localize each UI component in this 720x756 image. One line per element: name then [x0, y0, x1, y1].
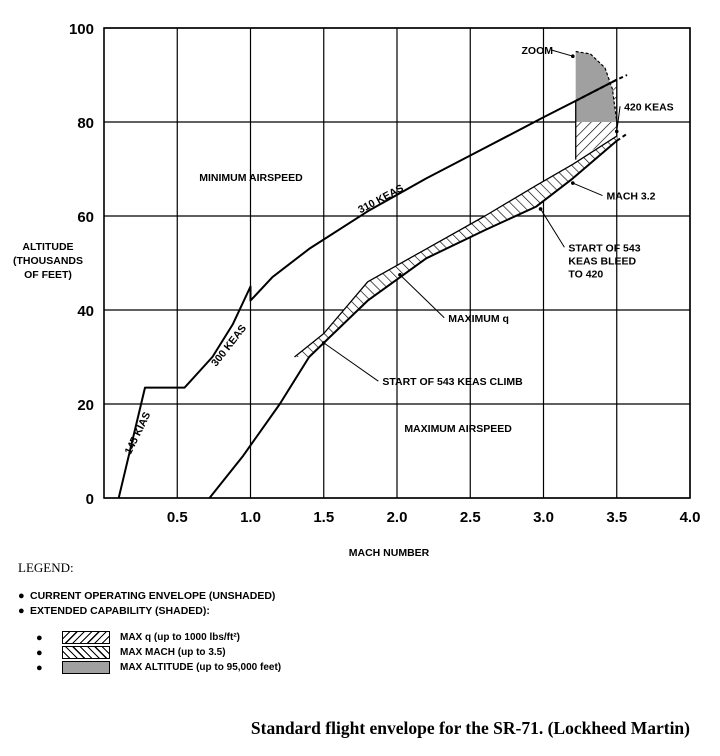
legend-item-unshaded	[18, 590, 518, 602]
x-tick-label: 4.0	[679, 509, 701, 526]
swatch-max-mach	[62, 646, 110, 659]
annotation-text: TO 420	[568, 268, 604, 281]
legend-swatch-max-altitude	[36, 661, 518, 674]
annotation-text: 420 KEAS	[624, 101, 674, 114]
annotation-leader	[324, 343, 379, 381]
swatch-label: MAX q (up to 1000 lbs/ft²)	[120, 632, 240, 643]
x-tick-label: 2.0	[386, 509, 408, 526]
bullet: ●	[18, 605, 25, 617]
annotation-arrowhead	[571, 181, 575, 185]
y-tick-label: 20	[77, 397, 94, 414]
legend	[18, 560, 518, 676]
x-tick-label: 3.5	[606, 509, 628, 526]
swatch-max-altitude	[62, 661, 110, 674]
legend-swatch-max-q	[36, 631, 518, 644]
y-tick-label: 40	[77, 303, 94, 320]
y-tick-label: 60	[77, 209, 94, 226]
y-axis-label-line: (THOUSANDS	[13, 255, 83, 267]
x-tick-label: 1.0	[240, 509, 261, 526]
swatch-max-q	[62, 631, 110, 644]
envelope-line-ext-lower	[617, 134, 627, 141]
y-axis-label-line: OF FEET)	[24, 269, 72, 281]
x-tick-label: 0.5	[166, 509, 188, 526]
legend-swatch-max-mach	[36, 646, 518, 659]
annotation-arrowhead	[398, 273, 402, 277]
y-axis-label	[13, 241, 83, 281]
bullet: ●	[18, 590, 25, 602]
annotation-leader	[573, 183, 603, 195]
bullet: ●	[36, 631, 43, 644]
bullet: ●	[36, 646, 43, 659]
annotation-text: MACH 3.2	[606, 190, 656, 203]
annotation-arrowhead	[322, 341, 326, 345]
shaded-region-max-altitude	[576, 52, 617, 123]
annotation-arrowhead	[615, 130, 619, 134]
envelope-lines	[119, 52, 627, 499]
y-axis-label-line: ALTITUDE	[22, 241, 74, 253]
x-tick-label: 1.5	[313, 509, 335, 526]
annotation-text: KEAS BLEED	[568, 255, 637, 268]
legend-title: LEGEND:	[18, 560, 74, 575]
y-tick-label: 100	[68, 21, 94, 38]
swatch-label: MAX ALTITUDE (up to 95,000 feet)	[120, 662, 282, 673]
legend-item-label: EXTENDED CAPABILITY (SHADED):	[30, 605, 210, 617]
boundary-label: 310 KEAS	[356, 182, 406, 217]
x-tick-label: 2.5	[459, 509, 481, 526]
annotation-arrowhead	[539, 207, 543, 211]
boundary-label: 300 KEAS	[209, 322, 250, 369]
annotation-leader	[551, 50, 573, 56]
bullet: ●	[36, 661, 43, 674]
annotation-text: MAXIMUM q	[448, 312, 509, 325]
boundary-labels	[123, 182, 406, 456]
swatch-label: MAX MACH (up to 3.5)	[120, 647, 226, 658]
legend-swatches	[36, 631, 518, 674]
x-tick-label: 3.0	[533, 509, 554, 526]
envelope-line-lower	[210, 141, 617, 498]
annotation-leader	[400, 275, 444, 318]
annotation-leader	[541, 209, 565, 247]
legend-item-label: CURRENT OPERATING ENVELOPE (UNSHADED)	[30, 590, 276, 602]
legend-item-shaded	[18, 605, 518, 617]
annotation-text: START OF 543 KEAS CLIMB	[382, 376, 523, 389]
region-label: MAXIMUM AIRSPEED	[404, 423, 512, 436]
boundary-label: 145 KIAS	[122, 410, 154, 457]
y-tick-label: 0	[85, 491, 94, 508]
annotation-text: START OF 543	[568, 242, 641, 255]
figure-caption: Standard flight envelope for the SR-71. (Lockheed Martin)	[250, 718, 690, 738]
annotation-arrowhead	[571, 54, 575, 58]
annotation-text: ZOOM	[521, 44, 554, 57]
region-label: MINIMUM AIRSPEED	[199, 171, 303, 184]
x-axis-label: MACH NUMBER	[348, 547, 430, 559]
y-tick-label: 80	[77, 115, 94, 132]
